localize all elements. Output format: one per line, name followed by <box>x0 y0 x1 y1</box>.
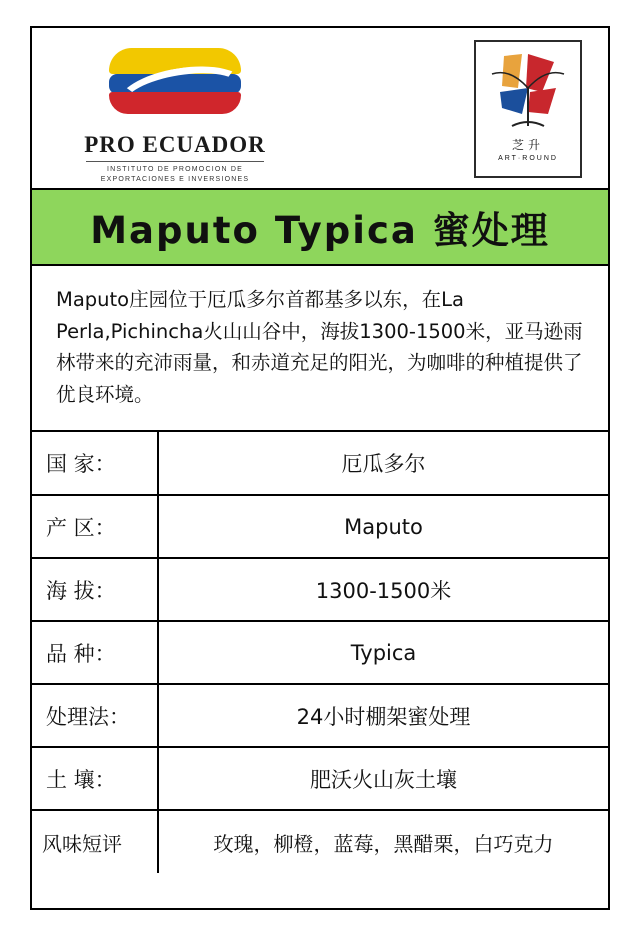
spec-value-variety: Typica <box>158 621 608 684</box>
product-card <box>30 26 610 910</box>
table-row <box>32 558 608 621</box>
art-round-chinese-name: 芝升 <box>511 138 544 152</box>
art-round-logo <box>474 40 582 178</box>
product-title-band <box>32 190 608 266</box>
spec-label-soil: 土 壤： <box>32 747 158 810</box>
spec-value-altitude: 1300-1500米 <box>158 558 608 621</box>
ecuador-flag-swoosh-icon <box>109 46 241 124</box>
spec-table <box>32 432 608 873</box>
spec-label-flavor: 风味短评 <box>32 810 158 873</box>
spec-label-variety: 品 种： <box>32 621 158 684</box>
spec-value-region: Maputo <box>158 495 608 558</box>
spec-value-process: 24小时棚架蜜处理 <box>158 684 608 747</box>
spec-value-country: 厄瓜多尔 <box>158 432 608 495</box>
table-row <box>32 495 608 558</box>
product-description: Maputo庄园位于厄瓜多尔首都基多以东，在La Perla,Pichincha火山山谷中，海拔1300-1500米，亚马逊雨林带来的充沛雨量，和赤道充足的阳光，为咖啡的种植提供了优良环境。 <box>32 266 608 432</box>
table-row <box>32 432 608 495</box>
divider <box>86 161 264 162</box>
table-row <box>32 684 608 747</box>
art-round-english-name: ART·ROUND <box>498 155 558 162</box>
spec-label-process: 处理法： <box>32 684 158 747</box>
pro-ecuador-subtitle-line2: EXPORTACIONES E INVERSIONES <box>100 176 250 184</box>
pro-ecuador-name: PRO ECUADOR <box>84 132 266 157</box>
product-title: Maputo Typica 蜜处理 <box>90 209 550 252</box>
art-round-mark-icon <box>482 48 574 134</box>
pro-ecuador-subtitle-line1: INSTITUTO DE PROMOCION DE <box>106 166 244 173</box>
spec-label-altitude: 海 拔： <box>32 558 158 621</box>
table-row <box>32 810 608 873</box>
pro-ecuador-logo <box>80 46 270 185</box>
spec-label-country: 国 家： <box>32 432 158 495</box>
card-header <box>32 28 608 190</box>
spec-value-flavor: 玫瑰，柳橙，蓝莓，黑醋栗，白巧克力 <box>213 831 554 856</box>
spec-label-region: 产 区： <box>32 495 158 558</box>
table-row <box>32 621 608 684</box>
table-row <box>32 747 608 810</box>
spec-value-soil: 肥沃火山灰土壤 <box>158 747 608 810</box>
